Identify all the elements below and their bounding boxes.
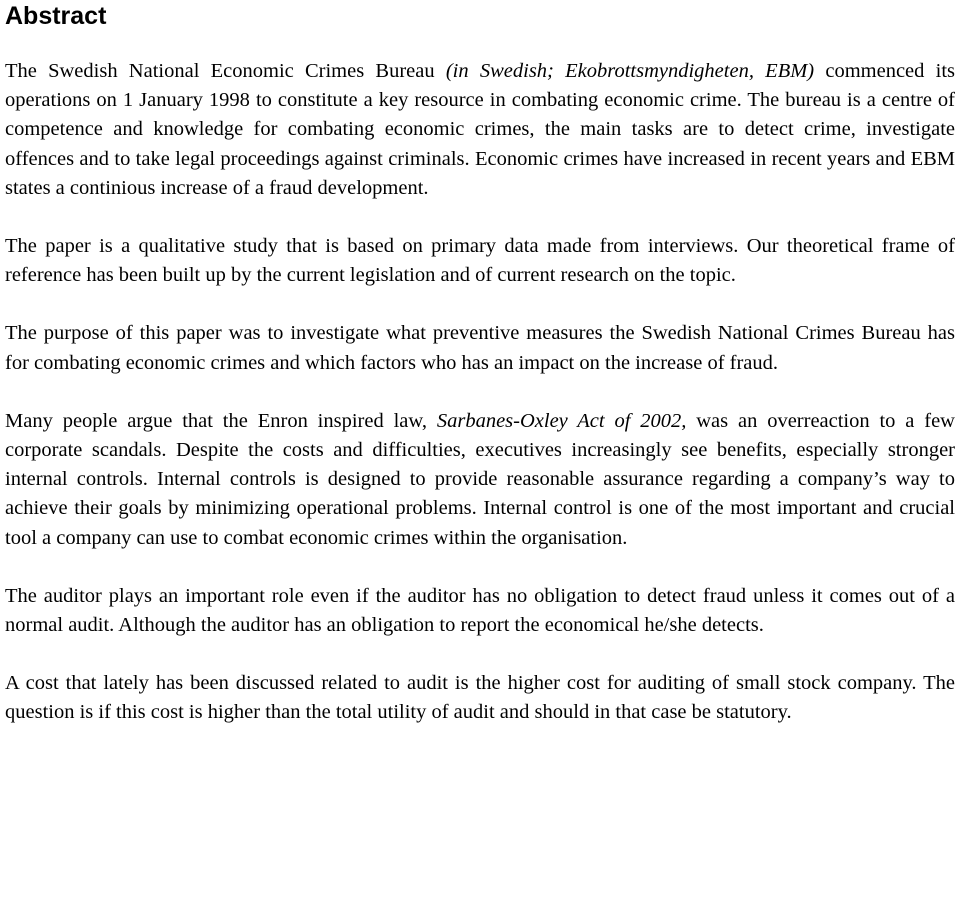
paragraph-1-italic: (in Swedish; Ekobrottsmyndigheten, EBM) bbox=[445, 60, 815, 82]
paragraph-1-text-c: commenced its operations on 1 January 1998 to constitute a key resource in combating economic crime. The bureau is a centre of competence and knowledge for combating economic crimes, the main tasks are to detect crime, investigate offences and to take legal proceedings against criminals. Economic crimes have increased in recent years and EBM states a continious increase of a fraud development. bbox=[5, 60, 955, 199]
paragraph-6: A cost that lately has been discussed related to audit is the higher cost for auditing of small stock company. The question is if this cost is higher than the total utility of audit and should in that case be statutory. bbox=[5, 672, 955, 724]
paragraph-4-text-a: Many people argue that the Enron inspired law, bbox=[5, 409, 437, 432]
paragraph-4-text-c: was an overreaction to a few corporate scandals. Despite the costs and difficulties, executives increasingly see benefits, especially stronger internal controls. Internal controls is designed to provide reasonable assurance regarding a company’s way to achieve their goals by minimizing operational problems. Internal control is one of the most important and crucial tool a company can use to combat economic crimes within the organisation. bbox=[5, 409, 955, 549]
paragraph-4 bbox=[5, 407, 955, 553]
paragraph-4-italic: Sarbanes-Oxley Act of 2002, bbox=[436, 409, 687, 432]
paragraph-1-text-a: The Swedish National Economic Crimes Bureau bbox=[5, 60, 446, 82]
paragraph-1 bbox=[5, 57, 955, 203]
abstract-heading: Abstract bbox=[5, 2, 107, 30]
paragraph-2: The paper is a qualitative study that is based on primary data made from interviews. Our theoretical frame of reference has been built up by the current legislation and of current research on the topic. bbox=[5, 235, 955, 287]
document-page bbox=[5, 0, 955, 728]
paragraph-5: The auditor plays an important role even if the auditor has no obligation to detect fraud unless it comes out of a normal audit. Although the auditor has an obligation to report the economical he/she detects. bbox=[5, 584, 955, 637]
paragraph-3: The purpose of this paper was to investigate what preventive measures the Swedish National Crimes Bureau has for combating economic crimes and which factors who has an impact on the increase of fraud. bbox=[5, 322, 955, 374]
